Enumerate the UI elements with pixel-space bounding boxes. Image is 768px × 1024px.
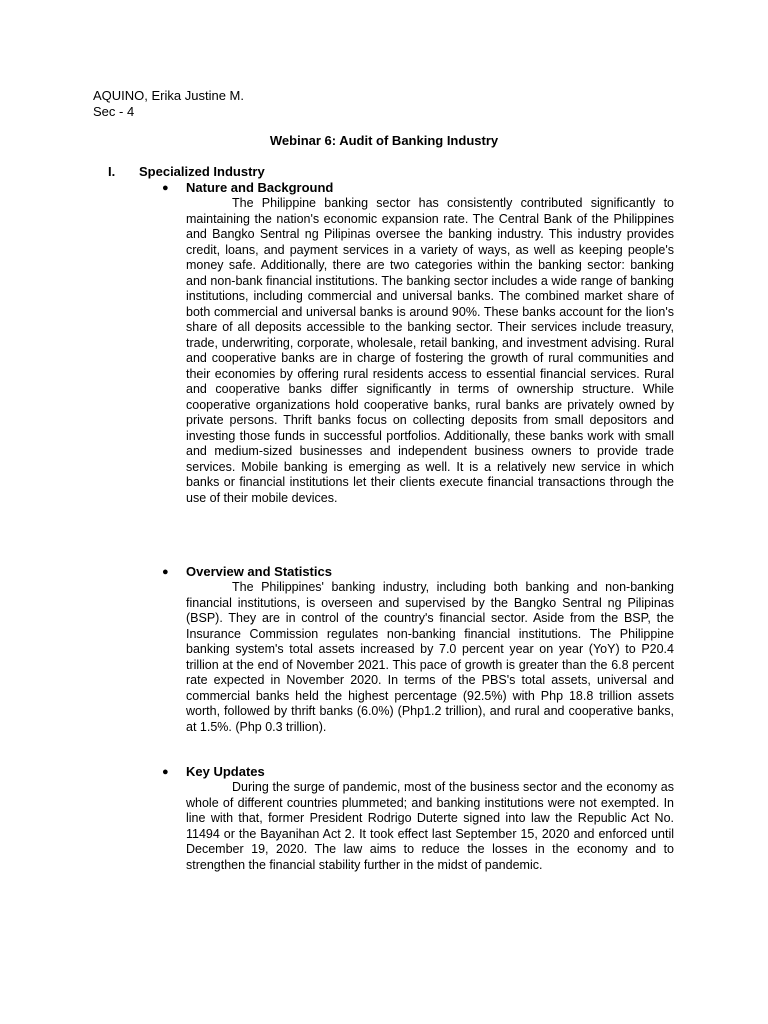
item-title: Overview and Statistics bbox=[186, 564, 332, 579]
author-section: Sec - 4 bbox=[93, 104, 135, 119]
bullet-icon: ● bbox=[162, 566, 169, 578]
author-header bbox=[93, 88, 244, 120]
bullet-icon: ● bbox=[162, 182, 169, 194]
list-item-nature-background bbox=[162, 180, 674, 506]
item-paragraph: The Philippines' banking industry, including both banking and non-banking financial institutions, is overseen and supervised by the Bangko Sentral ng Pilipinas (BSP). They are in control of the country's financial sector. Aside from the BSP, the Insurance Commission regulates non-banking financial institutions. The Philippine banking system's total assets increased by 7.0 percent year on year (YoY) to P20.4 trillion at the end of November 2021. This pace of growth is greater than the 6.8 percent rate expected in November 2020. In terms of the PBS's total assets, universal and commercial banks held the highest percentage (92.5%) with Php 18.8 trillion assets worth, followed by thrift banks (6.0%) (Php1.2 trillion), and rural and cooperative banks, at 1.5%. (Php 0.3 trillion). bbox=[186, 580, 674, 734]
list-item-overview-statistics bbox=[162, 564, 674, 735]
item-paragraph: The Philippine banking sector has consistently contributed significantly to maintaining the nation's economic expansion rate. The Central Bank of the Philippines and Bangko Sentral ng Pilipinas oversee the banking industry. This industry provides credit, loans, and payment services in a variety of ways, as well as keeping people's money safe. Additionally, there are two categories within the banking sector: banking and non-bank financial institutions. The banking sector includes a wide range of banking institutions, including commercial and universal banks. The combined market share of both commercial and universal banks is around 90%. These banks account for the lion's share of all deposits accessible to the banking sector. Their services include treasury, trade, underwriting, corporate, wholesale, retail banking, and investment advising. Rural and cooperative banks are in charge of fostering the growth of rural communities and their economies by offering rural residents access to essential financial services. Rural and cooperative banks differ significantly in terms of ownership structure. While cooperative organizations hold cooperative banks, rural banks are privately owned by private persons. Thrift banks focus on collecting deposits from small depositors and investing those funds in successful portfolios. Additionally, these banks work with small and medium-sized businesses and independent business owners to provide trade services. Mobile banking is emerging as well. It is a relatively new service in which banks or financial institutions let their clients execute financial transactions through the use of their mobile devices. bbox=[186, 196, 674, 505]
section-heading bbox=[108, 164, 265, 180]
section-title: Specialized Industry bbox=[139, 164, 265, 179]
item-title: Key Updates bbox=[186, 764, 265, 779]
document-title: Webinar 6: Audit of Banking Industry bbox=[269, 133, 499, 148]
item-title: Nature and Background bbox=[186, 180, 334, 195]
section-number: I. bbox=[108, 164, 116, 179]
item-paragraph: During the surge of pandemic, most of the business sector and the economy as whole of different countries plummeted; and banking institutions were not exempted. In line with that, former President Rodrigo Duterte signed into law the Republic Act No. 11494 or the Bayanihan Act 2. It took effect last September 15, 2020 and enforced until December 19, 2020. The law aims to reduce the losses in the economy and to strengthen the financial stability further in the midst of pandemic. bbox=[186, 780, 674, 872]
list-item-key-updates bbox=[162, 764, 674, 873]
author-name: AQUINO, Erika Justine M. bbox=[93, 88, 244, 103]
bullet-icon: ● bbox=[162, 766, 169, 778]
